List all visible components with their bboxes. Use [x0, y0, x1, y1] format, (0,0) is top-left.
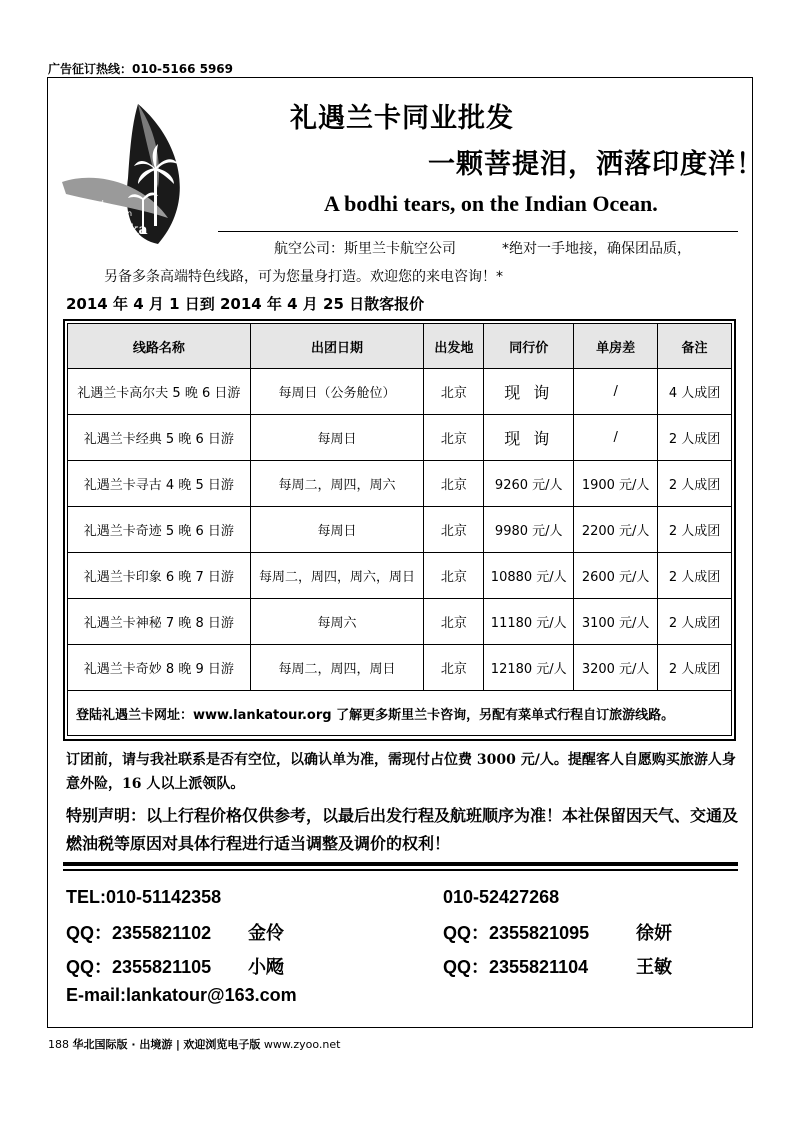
notes-section [66, 748, 738, 858]
phone-1: TEL:010-51142358 [66, 887, 222, 907]
remarks-cell: 2 人成团 [658, 507, 732, 553]
quote-date-range: 2014 年 4 月 1 日到 2014 年 4 月 25 日散客报价 [66, 295, 425, 313]
slogan-chinese: 一颗菩提泪，洒落印度洋！ [428, 149, 764, 180]
origin-cell: 北京 [424, 599, 484, 645]
contact-divider [63, 862, 738, 871]
logo-line1: enjoyed [72, 199, 104, 208]
route-cell: 礼遇兰卡奇迹 5 晚 6 日游 [68, 507, 251, 553]
remarks-cell: 2 人成团 [658, 461, 732, 507]
col-header-departure-date: 出团日期 [250, 324, 424, 369]
date-cell: 每周二，周四，周六 [250, 461, 424, 507]
date-cell: 每周二，周四，周日 [250, 645, 424, 691]
date-cell: 每周日 [250, 415, 424, 461]
table-row [68, 645, 732, 691]
route-cell: 礼遇兰卡神秘 7 晚 8 日游 [68, 599, 251, 645]
title-divider [218, 231, 738, 232]
qq-1: QQ：2355821102 [66, 923, 212, 943]
contact-name-3: 小飏 [248, 957, 284, 977]
remarks-cell: 2 人成团 [658, 553, 732, 599]
remarks-cell: 4 人成团 [658, 369, 732, 415]
date-cell: 每周日（公务舱位） [250, 369, 424, 415]
airline-text: 航空公司：斯里兰卡航空公司 [274, 241, 456, 257]
page-number: 188 [48, 1038, 69, 1051]
col-header-route: 线路名称 [68, 324, 251, 369]
contact-name-4: 王敏 [636, 957, 672, 977]
qq-4: QQ：2355821104 [443, 957, 589, 977]
table-row [68, 415, 732, 461]
origin-cell: 北京 [424, 415, 484, 461]
remarks-cell: 2 人成团 [658, 599, 732, 645]
price-cell: 现 询 [484, 369, 574, 415]
price-cell: 10880 元/人 [484, 553, 574, 599]
qq-2: QQ：2355821095 [443, 923, 590, 943]
price-cell: 9260 元/人 [484, 461, 574, 507]
table-row [68, 599, 732, 645]
table-row [68, 369, 732, 415]
table-header-row [68, 324, 732, 369]
booking-note: 订团前，请与我社联系是否有空位，以确认单为准，需现付占位费 3000 元/人。提醒客人自愿购买旅游人身意外险，16 人以上派领队。 [66, 752, 736, 792]
route-cell: 礼遇兰卡经典 5 晚 6 日游 [68, 415, 251, 461]
contact-name-1: 金伶 [248, 923, 284, 943]
sri-lanka-logo [58, 98, 218, 248]
intro-line-2: 另备多条高端特色线路，可为您量身打造。欢迎您的来电咨询！* [104, 269, 503, 285]
logo-line2: the courtesy in [72, 209, 133, 218]
website-note: 登陆礼遇兰卡网址：www.lankatour.org 了解更多斯里兰卡咨询，另配有菜单式行程自订旅游线路。 [68, 691, 732, 736]
qq-3: QQ：2355821105 [66, 957, 212, 977]
origin-cell: 北京 [424, 461, 484, 507]
publication-name: 华北国际版 · 出境游 [72, 1038, 173, 1051]
col-header-price: 同行价 [484, 324, 574, 369]
ad-hotline: 广告征订热线：010-5166 5969 [48, 62, 234, 76]
date-cell: 每周日 [250, 507, 424, 553]
col-header-origin: 出发地 [424, 324, 484, 369]
ebook-note: 欢迎浏览电子版 [183, 1038, 261, 1051]
table-row [68, 553, 732, 599]
table-row [68, 461, 732, 507]
col-header-remarks: 备注 [658, 324, 732, 369]
main-title: 礼遇兰卡同业批发 [290, 103, 514, 134]
footer-separator: | [175, 1038, 180, 1051]
route-cell: 礼遇兰卡寻古 4 晚 5 日游 [68, 461, 251, 507]
route-cell: 礼遇兰卡奇妙 8 晚 9 日游 [68, 645, 251, 691]
date-cell: 每周二，周四，周六，周日 [250, 553, 424, 599]
supplement-cell: 3100 元/人 [574, 599, 658, 645]
supplement-cell: / [574, 415, 658, 461]
origin-cell: 北京 [424, 507, 484, 553]
origin-cell: 北京 [424, 553, 484, 599]
price-table [67, 323, 732, 736]
origin-cell: 北京 [424, 369, 484, 415]
col-header-single-supplement: 单房差 [574, 324, 658, 369]
origin-cell: 北京 [424, 645, 484, 691]
remarks-cell: 2 人成团 [658, 645, 732, 691]
page-footer [48, 1036, 340, 1052]
slogan-english: A bodhi tears, on the Indian Ocean. [324, 191, 658, 216]
disclaimer-note: 特别声明：以上行程价格仅供参考，以最后出发行程及航班顺序为准！本社保留因天气、交通及燃油税等原因对具体行程进行适当调整及调价的权利！ [66, 806, 739, 853]
supplement-cell: 2200 元/人 [574, 507, 658, 553]
price-cell: 现 询 [484, 415, 574, 461]
supplement-cell: 3200 元/人 [574, 645, 658, 691]
route-cell: 礼遇兰卡高尔夫 5 晚 6 日游 [68, 369, 251, 415]
table-footer-row [68, 691, 732, 736]
price-cell: 9980 元/人 [484, 507, 574, 553]
route-cell: 礼遇兰卡印象 6 晚 7 日游 [68, 553, 251, 599]
contact-name-2: 徐妍 [636, 923, 672, 943]
phone-2: 010-52427268 [443, 887, 560, 907]
supplement-cell: 1900 元/人 [574, 461, 658, 507]
site-url: www.zyoo.net [263, 1038, 341, 1051]
logo-brand: Sri Lanka [72, 222, 148, 238]
price-cell: 12180 元/人 [484, 645, 574, 691]
table-row [68, 507, 732, 553]
promise-text: *绝对一手地接，确保团品质， [502, 241, 691, 257]
supplement-cell: / [574, 369, 658, 415]
remarks-cell: 2 人成团 [658, 415, 732, 461]
intro-line-1 [274, 238, 691, 258]
date-cell: 每周六 [250, 599, 424, 645]
price-cell: 11180 元/人 [484, 599, 574, 645]
supplement-cell: 2600 元/人 [574, 553, 658, 599]
email: E-mail:lankatour@163.com [66, 985, 297, 1005]
